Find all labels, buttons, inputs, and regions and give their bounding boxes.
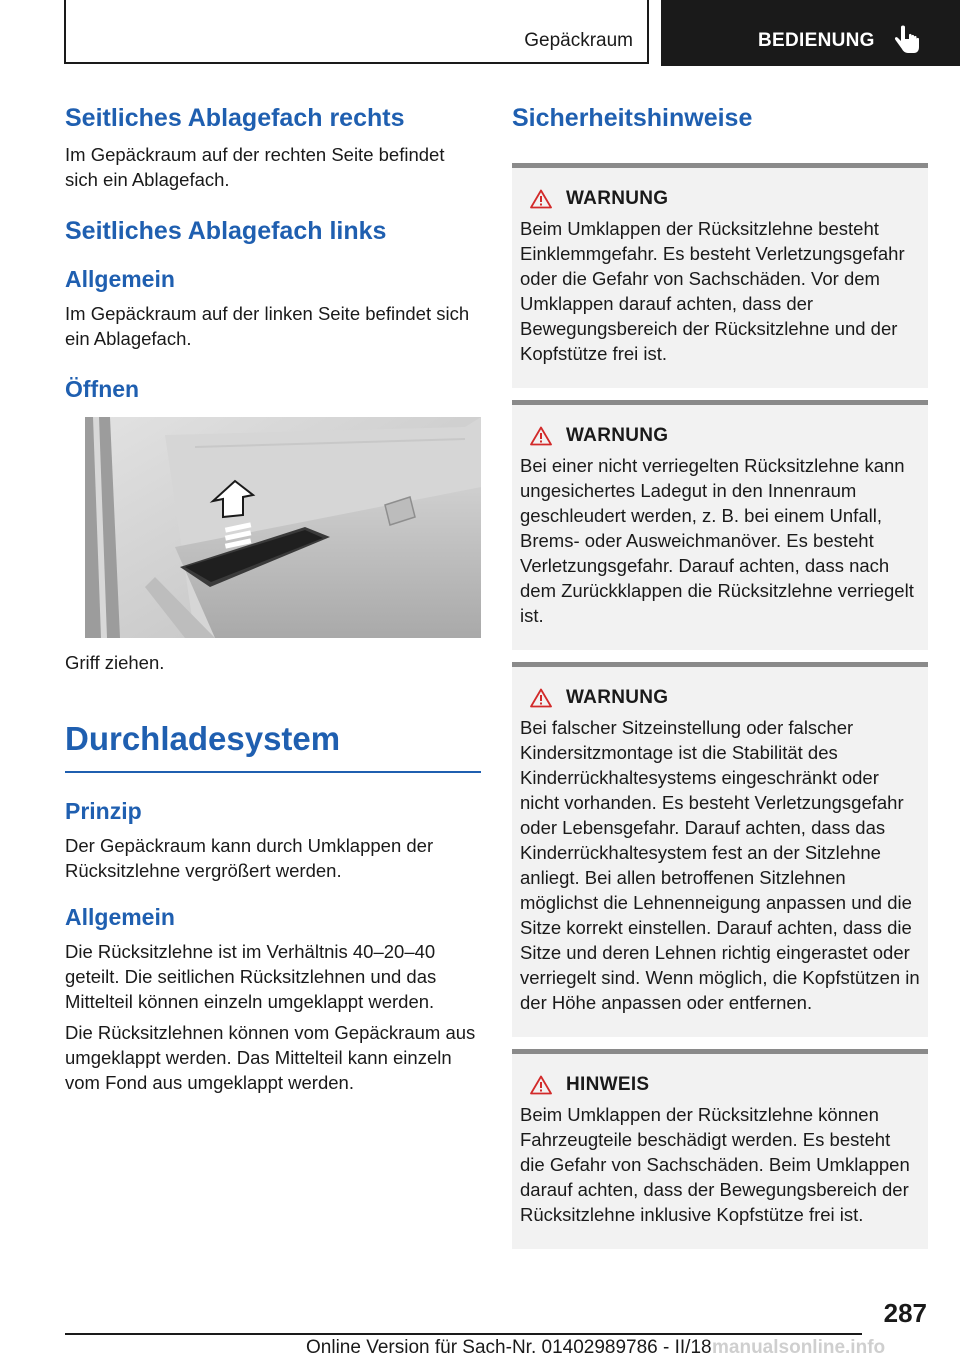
warning-title: WARNUNG [566,188,669,209]
notice-text: Beim Umklappen der Rücksitzlehne können Fahrzeugteile beschädigt werden. Es besteht die Gefahr von Sachschäden. Beim Umklappen darauf achten, dass der Bewegungsbereich der Rücksitzlehne inklusive Kopfstütze frei ist. [520,1104,910,1225]
left-column [65,100,481,1095]
heading-right-compartment: Seitliches Ablagefach rechts [65,104,405,132]
running-header-section: Gepäckraum [524,30,633,51]
heading-left-compartment: Seitliches Ablagefach links [65,217,387,245]
right-column [512,100,928,1249]
caption-pull-handle: Griff ziehen. [65,652,165,673]
warning-box-1 [512,163,928,388]
text-right-compartment: Im Gepäckraum auf der rechten Seite befindet sich ein Ablagefach. [65,144,445,190]
warning-title: WARNUNG [566,425,669,446]
warning-triangle-icon [530,426,552,446]
running-header-chapter-box [661,0,960,66]
footer-rule [65,1333,862,1335]
page-number: 287 [883,1298,927,1328]
warning-box-3 [512,662,928,1037]
warning-text: Bei falscher Sitzeinstellung oder falscher Kindersitzmontage ist die Stabilität des Kinderrückhaltesystems eingeschränkt oder nicht vorhanden. Es besteht Verletzungsgefahr oder Lebensgefahr. Darauf achten, dass das Kinderrückhaltesystem fest an der Sitzlehne anliegt. Bei allen betroffenen Sitzlehnen möglichst die Lehnenneigung anpassen und die Sitze korrekt einstellen. Darauf achten, dass die Sitze und deren Lehnen richtig eingerastet oder verriegelt sind. Wenn möglich, die Kopfstützen in der Höhe anpassen oder entfernen. [520,717,920,1013]
warning-triangle-icon [530,688,552,708]
watermark: manualsonline.info [712,1337,886,1358]
warning-title: WARNUNG [566,687,669,708]
pointing-hand-icon [894,25,920,55]
notice-title: HINWEIS [566,1074,650,1095]
compartment-handle-illustration [85,417,481,638]
warning-triangle-icon [530,1075,552,1095]
text-general-2b: Die Rücksitzlehnen können vom Gepäckraum aus umgeklappt werden. Das Mittelteil kann einzeln vom Fond aus umgeklappt werden. [65,1022,476,1093]
text-general-2a: Die Rücksitzlehne ist im Verhältnis 40–20–40 geteilt. Die seitlichen Rücksitzlehnen und das Mittelteil können einzeln umgeklappt werden. [65,941,437,1012]
heading-underline [65,771,481,773]
running-header-chapter: BEDIENUNG [758,30,875,51]
heading-general-1: Allgemein [65,266,175,292]
running-header-section-box [64,0,649,64]
text-principle: Der Gepäckraum kann durch Umklappen der Rücksitzlehne vergrößert werden. [65,835,434,881]
heading-open: Öffnen [65,376,140,402]
heading-principle: Prinzip [65,798,142,824]
warning-text: Beim Umklappen der Rücksitzlehne besteht Einklemmgefahr. Es besteht Verletzungsgefahr oder die Gefahr von Sachschäden. Vor dem Umklappen darauf achten, dass der Bewegungsbereich der Rücksitzlehne und der Kopfstütze frei ist. [520,218,905,364]
warning-text: Bei einer nicht verriegelten Rücksitzlehne kann ungesichertes Ladegut in den Innenraum geschleudert werden, z. B. bei einem Unfall, Brems- oder Ausweichmanöver. Es besteht Verletzungsgefahr. Darauf achten, dass nach dem Zurückklappen die Rücksitzlehne verriegelt ist. [520,455,914,626]
heading-safety-notes: Sicherheitshinweise [512,104,753,132]
heading-general-2: Allgemein [65,904,175,930]
warning-triangle-icon [530,189,552,209]
compartment-photo [85,417,481,638]
warning-box-2 [512,400,928,650]
heading-through-load-system: Durchladesystem [65,720,341,757]
online-version-note: Online Version für Sach-Nr. 01402989786 - II/18 [306,1337,712,1358]
text-general-1: Im Gepäckraum auf der linken Seite befindet sich ein Ablagefach. [65,303,470,349]
notice-box [512,1049,928,1249]
